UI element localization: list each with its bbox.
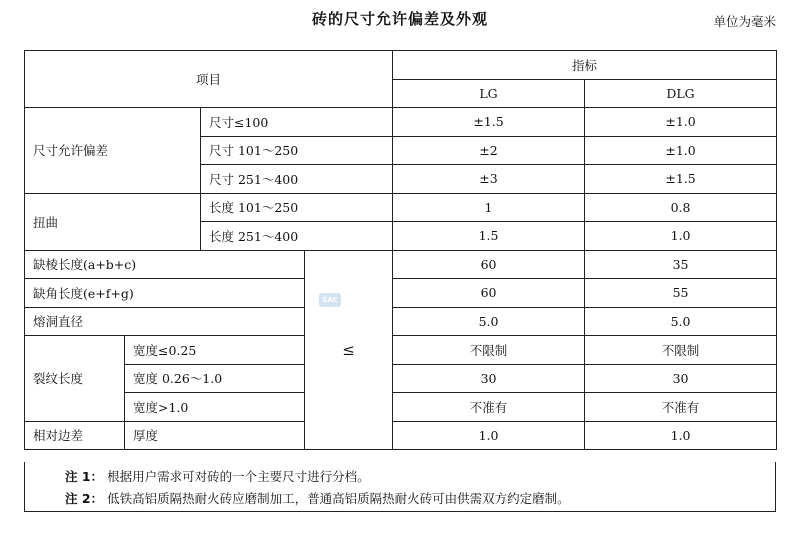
lg-value: 5.0: [393, 307, 585, 336]
sac-watermark: SAC: [319, 293, 341, 307]
relative-edge-sub: 厚度: [125, 421, 305, 450]
corner-defect-label: 缺角长度(e+f+g): [25, 279, 305, 308]
unit-label: 单位为毫米: [713, 14, 776, 29]
lg-value: ±2: [393, 136, 585, 165]
relative-edge-label: 相对边差: [25, 421, 125, 450]
dlg-value: 不准有: [585, 393, 777, 422]
header-row-1: [25, 51, 777, 80]
header-indicator: 指标: [393, 51, 777, 80]
lg-value: 60: [393, 250, 585, 279]
crack-sub: 宽度 0.26～1.0: [125, 364, 305, 393]
size-sub: 尺寸 251～400: [201, 165, 393, 194]
lg-value: 1.0: [393, 421, 585, 450]
header-dlg: DLG: [585, 79, 777, 108]
note-2: [65, 488, 775, 510]
dlg-value: 30: [585, 364, 777, 393]
size-tolerance-label: 尺寸允许偏差: [25, 108, 201, 194]
comparator-cell: [305, 250, 393, 450]
table-row: [25, 421, 777, 450]
note-1: [65, 466, 775, 488]
warp-sub: 长度 101～250: [201, 193, 393, 222]
table-row: [25, 250, 777, 279]
table-row: [25, 193, 777, 222]
warp-label: 扭曲: [25, 193, 201, 250]
notes-box: [24, 462, 776, 512]
table-row: [25, 364, 777, 393]
lg-value: 不限制: [393, 336, 585, 365]
table-row: [25, 108, 777, 137]
lg-value: 30: [393, 364, 585, 393]
note-2-label: 注 2：: [65, 491, 104, 506]
crack-sub: 宽度>1.0: [125, 393, 305, 422]
dlg-value: 5.0: [585, 307, 777, 336]
size-sub: 尺寸 101～250: [201, 136, 393, 165]
dlg-value: 不限制: [585, 336, 777, 365]
note-1-text: 根据用户需求可对砖的一个主要尺寸进行分档。: [107, 469, 370, 484]
size-sub: 尺寸≤100: [201, 108, 393, 137]
table-row: [25, 279, 777, 308]
note-2-text: 低铁高铝质隔热耐火砖应磨制加工，普通高铝质隔热耐火砖可由供需双方约定磨制。: [107, 491, 570, 506]
table-row: [25, 307, 777, 336]
dlg-value: ±1.0: [585, 108, 777, 137]
less-equal-symbol: ≤: [342, 340, 355, 359]
lg-value: ±3: [393, 165, 585, 194]
dlg-value: 1.0: [585, 421, 777, 450]
dlg-value: ±1.0: [585, 136, 777, 165]
dlg-value: 35: [585, 250, 777, 279]
header-lg: LG: [393, 79, 585, 108]
crack-label: 裂纹长度: [25, 336, 125, 422]
note-1-label: 注 1：: [65, 469, 104, 484]
dlg-value: 0.8: [585, 193, 777, 222]
lg-value: 不准有: [393, 393, 585, 422]
spec-table: [24, 50, 777, 450]
lg-value: 60: [393, 279, 585, 308]
warp-sub: 长度 251～400: [201, 222, 393, 251]
lg-value: 1: [393, 193, 585, 222]
crack-sub: 宽度≤0.25: [125, 336, 305, 365]
lg-value: ±1.5: [393, 108, 585, 137]
dlg-value: 55: [585, 279, 777, 308]
table-row: [25, 393, 777, 422]
lg-value: 1.5: [393, 222, 585, 251]
table-row: [25, 336, 777, 365]
dlg-value: 1.0: [585, 222, 777, 251]
fusion-hole-label: 熔洞直径: [25, 307, 305, 336]
edge-defect-label: 缺棱长度(a+b+c): [25, 250, 305, 279]
header-item: 项目: [25, 51, 393, 108]
table-title: 砖的尺寸允许偏差及外观: [311, 10, 488, 28]
dlg-value: ±1.5: [585, 165, 777, 194]
